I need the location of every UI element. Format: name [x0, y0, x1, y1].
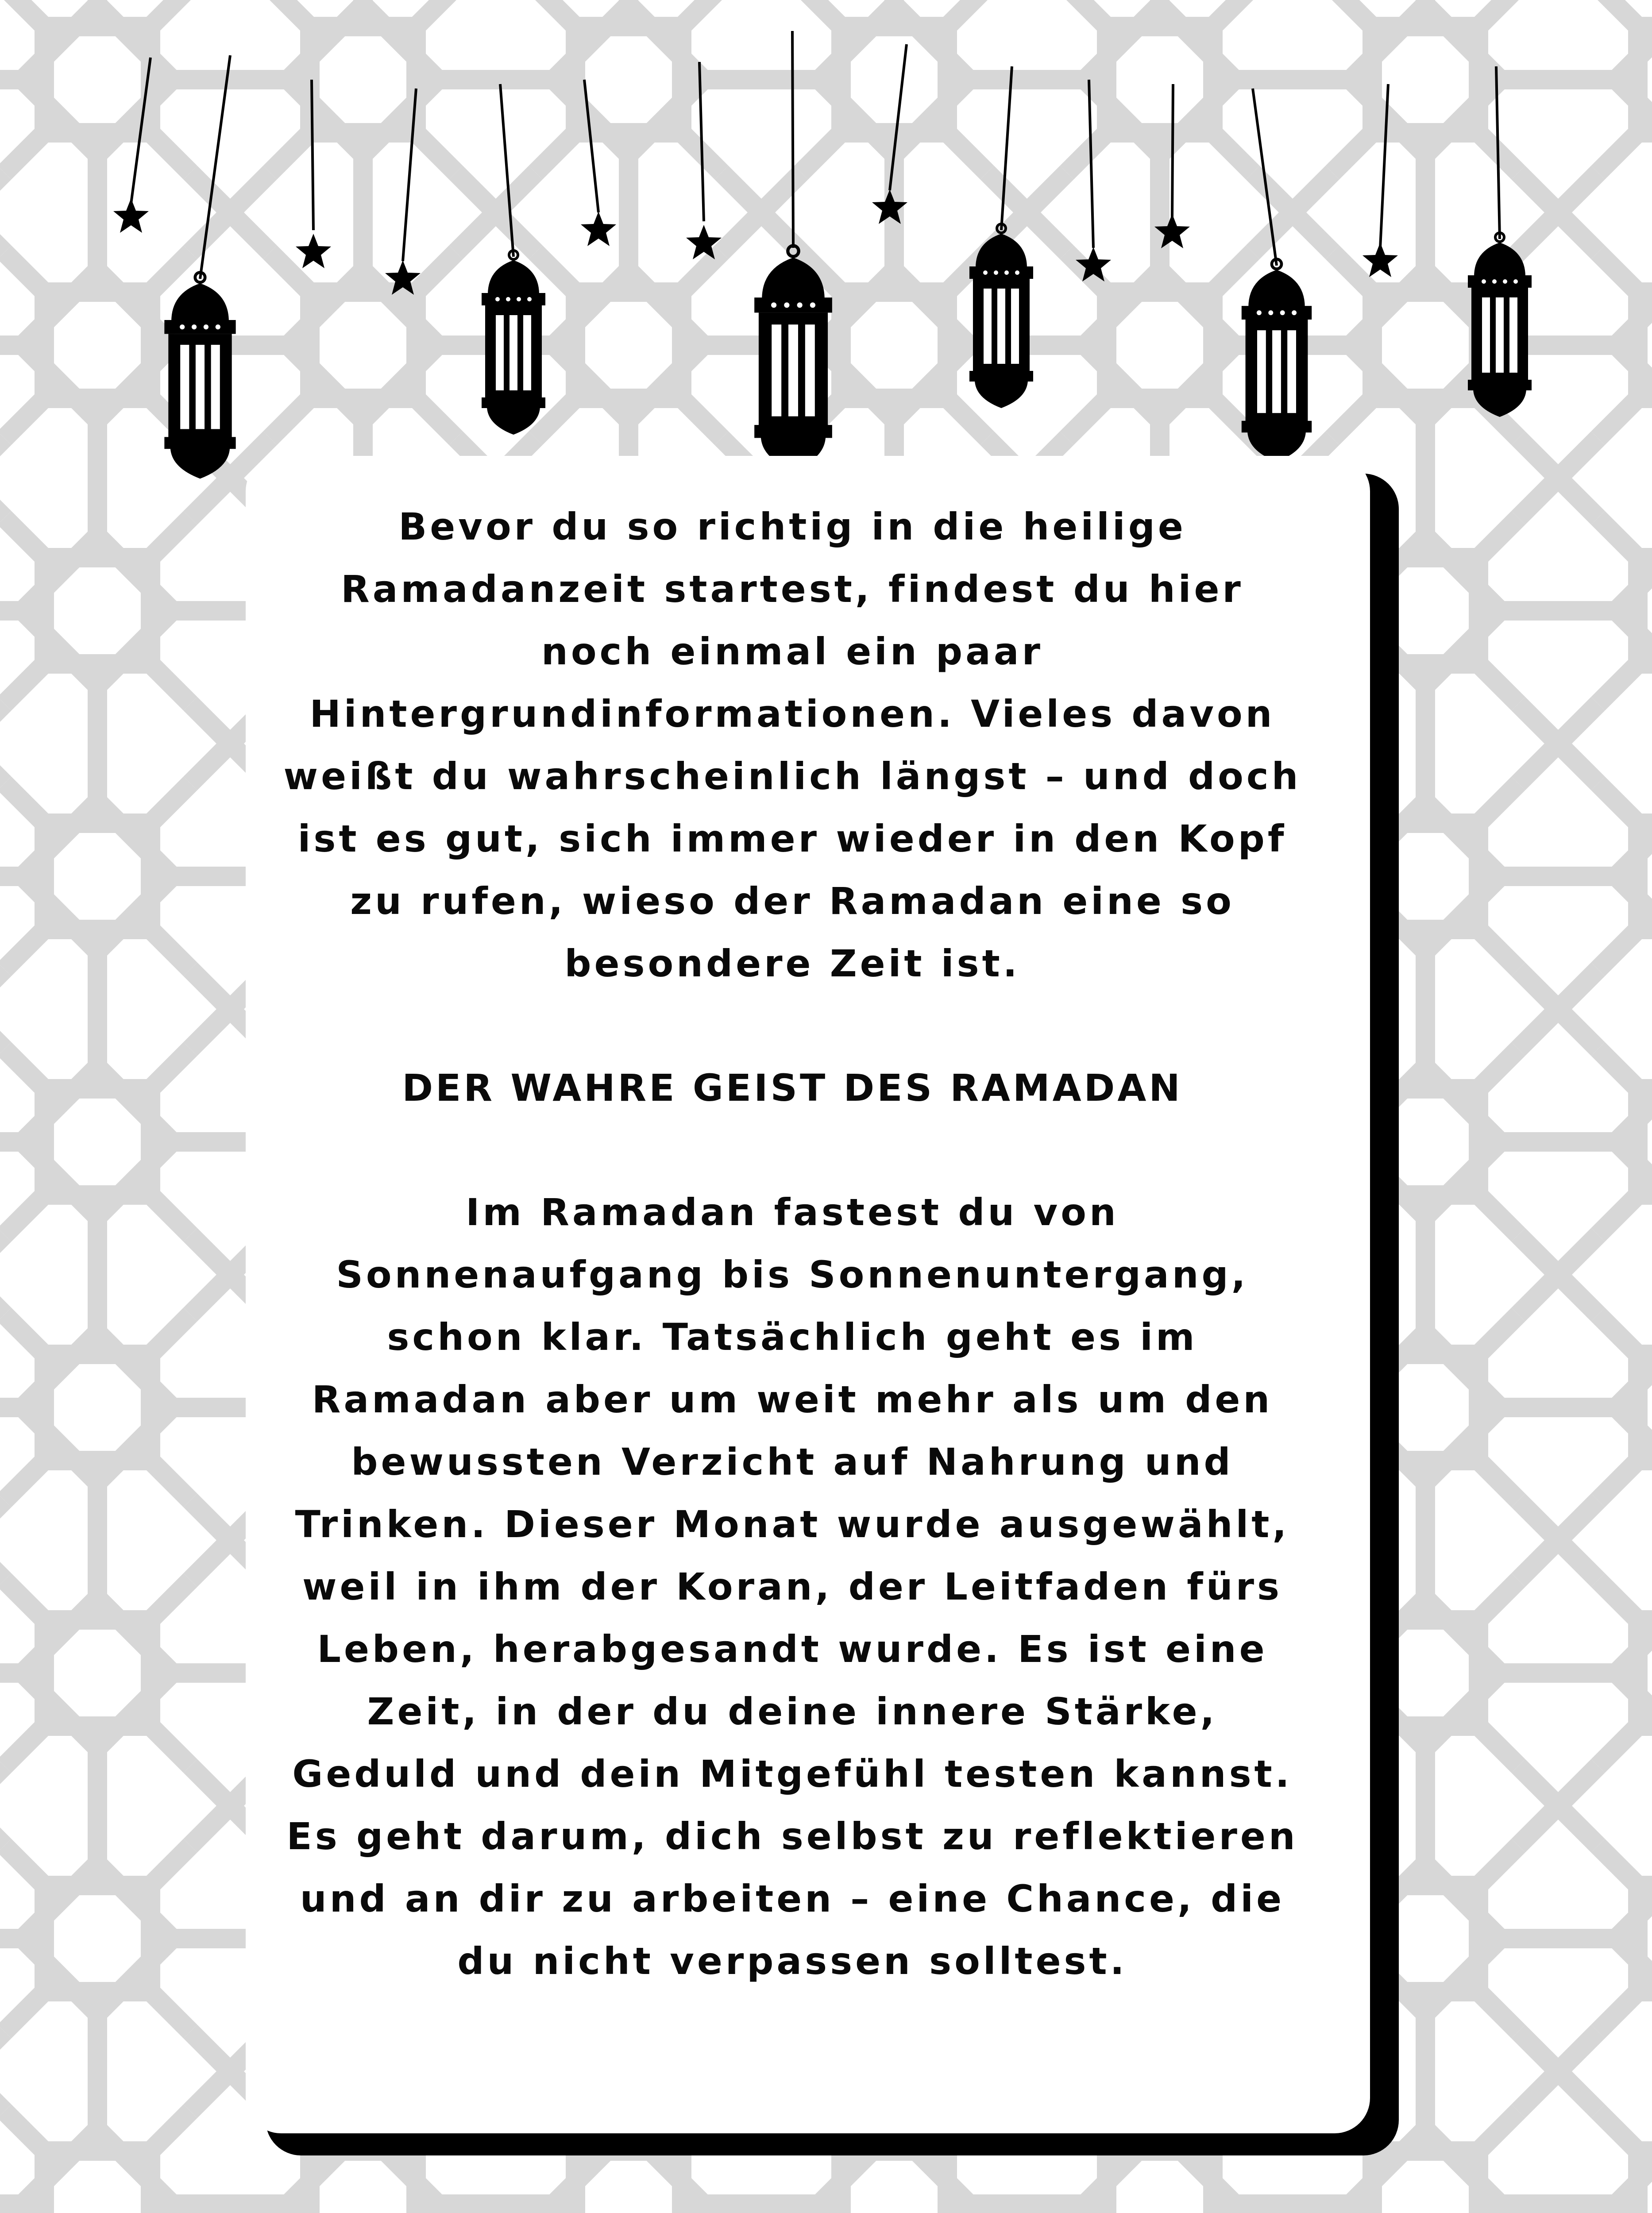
hanging-decoration — [0, 0, 1652, 487]
hanging-star-icon — [385, 260, 421, 295]
hanging-star-icon — [113, 198, 149, 233]
hanging-lantern-icon — [969, 224, 1033, 408]
hanging-star-icon — [1076, 247, 1111, 281]
hanging-lantern-icon — [754, 246, 832, 470]
card-text — [283, 496, 1301, 1993]
hanging-star-icon — [1363, 243, 1398, 277]
hanging-lantern-icon — [482, 251, 545, 435]
hanging-star-icon — [1154, 214, 1190, 248]
hanging-lantern-icon — [1242, 259, 1312, 462]
intro-paragraph: Bevor du so richtig in die heilige Ramadanzeit startest, findest du hier noch einmal ein paar Hintergrundinformationen. Vieles davon weißt du wahrscheinlich längst – und doch ist es gut, sich immer wieder in den Kopf zu rufen, wieso der Ramadan eine so besondere Zeit ist. — [283, 505, 1301, 985]
hanging-lantern-icon — [164, 273, 235, 479]
hanging-star-icon — [686, 225, 722, 259]
hanging-star-icon — [581, 212, 616, 246]
hanging-star-icon — [872, 189, 907, 224]
hanging-star-icon — [296, 234, 331, 268]
section-heading: DER WAHRE GEIST DES RAMADAN — [402, 1066, 1183, 1110]
body-paragraph: Im Ramadan fastest du von Sonnenaufgang bis Sonnenuntergang, schon klar. Tatsächlich geht es im Ramadan aber um weit mehr als um den bewussten Verzicht auf Nahrung und Trinken. Dieser Monat wurde ausgewählt, weil in ihm der Koran, der Leitfaden fürs Leben, herabgesandt wurde. Es ist eine Zeit, in der du deine innere Stärke, Geduld und dein Mitgefühl testen kannst. Es geht darum, dich selbst zu reflektieren und an dir zu arbeiten – eine Chance, die du nicht verpassen solltest. — [286, 1191, 1298, 1983]
hanging-lantern-icon — [1468, 233, 1532, 417]
